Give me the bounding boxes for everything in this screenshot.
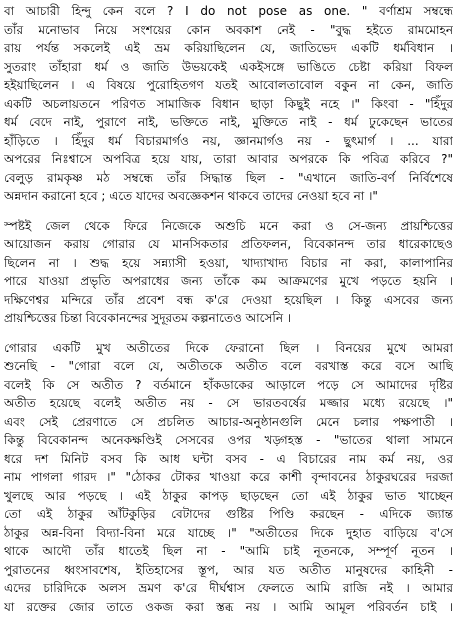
text-line: এদের চারিদিকে অলস ভ্রমণ ক'রে দীর্ঘশ্বাস ফেলতে আমি রাজি নই । আমার — [4, 581, 453, 595]
text-line: বেলুড় রামকৃষ্ণ মঠ সম্বন্ধে তাঁর সিদ্ধান্ত ছিল - "এখানে জাতি-বর্ণ নির্বিশেষে — [4, 170, 453, 185]
text-line: সুতরাং তাঁহারা ধর্ম ও জাতি উভয়কেই একইসঙ্গে ভাঙিতে চেষ্টা করিয়া বিফল — [4, 59, 453, 74]
text-line: থাকে আদৌ তাঁর ধাতেই ছিল না - "আমি চাই নূতনকে, সম্পূর্ণ নূতন । — [4, 544, 453, 558]
text-line: এবং সেই প্রেরণাতে সে প্রচলিত আচার-অনুষ্ঠানগুলি মেনে চলার পক্ষপাতী । — [4, 414, 453, 429]
document-page — [4, 2, 453, 622]
text-line: শুনেছি - "গোরা বলে যে, অতীতকে অতীত বলে বরখাস্ত করে বসে আছি — [4, 359, 453, 373]
text-line: খুলছে আর পড়ছে । এই ঠাকুর কাপড় ছাড়ছেন তো এই ঠাকুর ভাত খাচ্ছেন — [4, 488, 453, 503]
paragraph-gap — [4, 206, 453, 217]
text-line: বলেই কি সে অতীত ? বর্তমানে হাঁকডাকের আড়ালে পড়ে সে আমাদের দৃষ্টির — [4, 377, 453, 392]
text-line: পুরাতনের ধ্বংসাবশেষ, ইতিহাসের স্তূপ, আর যত অতীত মানুষদের কাহিনী - — [4, 562, 453, 577]
text-line: তাঁর মনোভাব নিয়ে সংশয়ের কোন অবকাশ নেই - "বুদ্ধ হইতে রামমোহন — [4, 22, 453, 37]
text-line: স্পষ্টই জেল থেকে ফিরে নিজেকে অশুচি মনে করা ও সে-জন্য প্রায়শ্চিত্তের — [4, 218, 453, 233]
text-line: গোরার একটি মুখ অতীতের দিকে ফেরানো ছিল । বিনয়ের মুখে আমরা — [4, 340, 453, 355]
text-line: আয়োজন করায় গোরার যে মানসিকতার প্রতিফলন, বিবেকানন্দ তার ধারেকাছেও — [4, 237, 453, 251]
text-line: কিন্তু বিবেকানন্দ অনেকক্ষণ্ডিই সেসবের ওপর খড়্গহস্ত - "ভাতের থালা সামনে — [4, 433, 453, 447]
paragraph-gap — [4, 328, 453, 339]
text-line: দক্ষিণেশ্বর মন্দিরে তাঁর প্রবেশ বন্ধ ক'রে দেওয়া হয়েছিল । কিন্তু এসবের জন্য — [4, 292, 453, 307]
text-line: তো এই ঠাকুর আঁটকুড়ির বেটাদের গুষ্টির পিণ্ডি করছেন - এদিকে জ্যান্ত — [4, 507, 453, 521]
text-line: হাঁড়িতে । হিঁদুর ধর্ম বিচারমার্গও নয়, জ্ঞানমার্গও নয় - ছুৎমার্গ । ... যারা — [4, 133, 453, 148]
text-line: অন্নদান করানো হবে ; এতে যাদের অবজ্ঞেকশন থাকবে তাদের নেওয়া হবে না ।" — [4, 189, 378, 203]
text-line: রায় পর্যন্ত সকলেই এই ভ্রম করিয়াছিলেন যে, জাতিভেদ একটি ধর্মবিধান । — [4, 41, 453, 55]
text-line: নাম পাগলা গারদ ।" "ঠোকর টোকর খাওয়া করে কাশী বৃন্দাবনের ঠাকুরঘরের দরজা — [4, 470, 453, 484]
text-line: ধরে দশ মিনিট বসব কি আধ ঘন্টা বসব - এ বিচারের নাম কর্ম নয়, ওর — [4, 451, 453, 466]
text-line: পারে যাওয়া প্রভৃতি অপরাধের জন্য তাঁকে কম আক্রমণের মুখে পড়তে হয়নি । — [4, 274, 453, 288]
text-line: ছিলেন না । শুদ্ধ হয়ে সন্ন্যাসী হওয়া, খাদ্যাখাদ্য বিচার না করা, কালাপানির — [4, 255, 453, 270]
text-line: যা রক্তের জোর তাতে ওকজ করা স্তব্ধ নয় । আমি আমূল পরিবর্তন চাই । — [4, 599, 453, 614]
paragraph-1 — [4, 2, 453, 206]
paragraph-3 — [4, 339, 453, 617]
text-line: একটি অচলায়তনে পরিণত সামাজিক বিধান ছাড়া কিছুই নহে ।" কিংবা - "হিঁদুর — [4, 96, 453, 111]
text-line: অতীত হয়েছে বলেই অতীত নয় - সে ভারতবর্ষের মজ্জার মধ্যে রয়েছে ।" — [4, 396, 453, 410]
paragraph-2 — [4, 217, 453, 328]
text-line: অপরের নিঃশ্বাসে অপবিত্র হয়ে যায়, তারা আবার অপরকে কি পবিত্র করিবে ?" — [4, 152, 453, 166]
text-line: হইয়াছিলেন । এ বিষয়ে পুরোহিতগণ যতই আবোলতাবোল বকুন না কেন, জাতি — [4, 78, 453, 92]
text-line: ধর্ম বেদে নাই, পুরাণে নাই, ভক্তিতে নাই, মুক্তিতে নাই - ধর্ম ঢুকেছেন ভাতের — [4, 115, 453, 129]
text-line: ঠাকুর অন্ন-বিনা বিদ্যা-বিনা মরে যাচ্ছে ।" "অতীতের দিকে দুহাত বাড়িয়ে ব'সে — [4, 525, 453, 540]
text-line: প্রায়শ্চিত্তের চিন্তা বিবেকানন্দের সুদূরতম কল্পনাতেও আসেনি । — [4, 311, 292, 325]
text-line: বা আচারী হিন্দু কেন বলে ? I do not pose as one. " বর্ণাশ্রম সম্বন্ধে — [4, 4, 453, 18]
